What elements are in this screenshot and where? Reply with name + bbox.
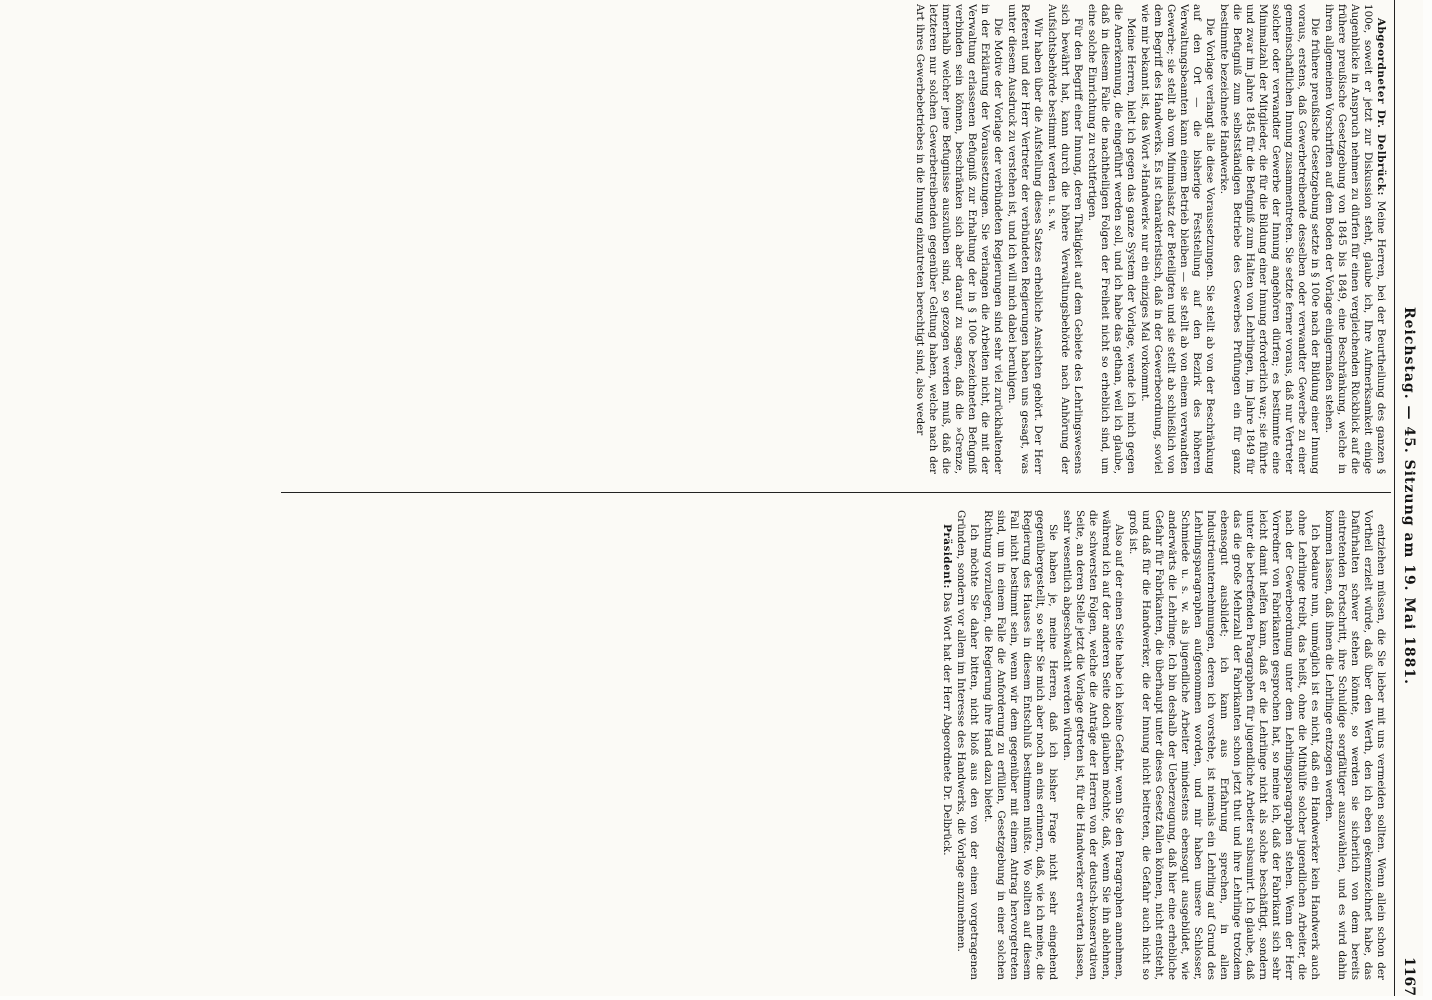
paragraph — [954, 510, 980, 980]
paragraph-text: Für den Begriff einer Innung, deren Thätigkeit auf dem Gebiete des Lehrlingswesens sich bewährt hat, kann durch die höhere Verwaltungsbehörde nach Anhörung der Aufsichtsbehörde bestimmt werden u. s. w. — [1046, 4, 1084, 474]
paragraph — [1322, 4, 1387, 474]
text-column-left — [287, 4, 1387, 474]
paragraph-text: Ich möchte Sie daher bitten, nicht bloß aus den von der einen vorgetragenen Gründen, sondern vor allem im Interesse des Handwerks, die Vorlage anzunehmen. — [955, 510, 980, 980]
paragraph-text: Also auf der einen Seite habe ich keine Gefahr, wenn Sie den Paragraphen annehmen, während ich auf der anderen Seite doch glauben möchte, daß, wenn Sie ihn ablehnen, die schwersten Folgen, welche die Anträge der Herren von der deutsch-konservativen Seite, an deren Stelle jetzt die Vorlage getreten ist, für die Handwerker erwarten lassen, sehr wesentlich abgeschwächt werden würden. — [1061, 510, 1125, 980]
paragraph-text: Meine Herren, bei der Beurtheilung des ganzen § 100e, soweit er jetzt zur Diskussion steht, glaube ich, Ihre Aufmerksamkeit einige Augenblicke in Anspruch nehmen zu dürfen für einen vergleichenden Rückblick auf die frühere preußische Gesetzgebung von 1845 bis 1849, eine Beschränkung, welche in ihren allgemeinen Vorschriften auf dem Boden der Vorlage einigermaßen stehen. — [1323, 4, 1387, 474]
paragraph — [1322, 510, 1387, 980]
header-title: Reichstag. — 45. Sitzung am 19. Mai 1881. — [1401, 306, 1417, 686]
paragraph — [1138, 4, 1216, 474]
paragraph-text: Sie haben je, meine Herren, daß ich bisher Frage nicht sehr eingehend gegenübergestellt, so sehr Sie mich aber noch an eins erinnern, daß, wie ich meine, die Regierung des Hauses in diesem Entschluß bestimmen müßte. Wo sollten auf diesem Fall nicht bestimmt sein, wenn wir dem gegenüber mit einem Antrag hervorgetreten sind, um in einem Falle die Anforderung zu erfüllen, Gesetzgebung in einer solchen Richtung vorzulegen, die Regierung ihre Hand dazu bietet. — [982, 510, 1059, 980]
page-header — [1394, 0, 1423, 996]
column-paragraphs — [940, 510, 1387, 980]
text-column-right — [287, 510, 1387, 980]
paragraph-text: Das Wort hat der Herr Abgeordnete Dr. Delbrück. — [941, 592, 953, 856]
paragraph — [1085, 4, 1137, 474]
paragraph — [981, 510, 1059, 980]
paragraph-text: Meine Herren, hielt ich gegen das ganze System der Vorlage, wende ich mich gegen die Anerkennung, die eingeführt werden soll, und ich habe das gethan, weil ich glaube, daß in diesem Falle die nachtheiligen Folgen der Freiheit nicht so erheblich sind, um eine solche Einrichtung zu rechtfertigen. — [1086, 4, 1137, 474]
paragraph-text: entziehen müssen, die Sie lieber mit uns vermeiden sollten. Wenn allein schon der Vortheil erzielt würde, daß über den Werth, den ich eben gekennzeichnet habe, das Dafürhalten schwer stehen könnte, so werden sie sicherlich von dem bereits eintretenden Fortschritt, ihre Schuldige sorgfältiger auszuwählen, und es wird dahin kommen lassen, daß ihnen die Lehrlinge entzogen werden. — [1323, 510, 1387, 980]
paragraph-text: Ich bedaure nun, unmöglich ist es nicht, daß ein Handwerker kein Handwerk auch ohne Lehrlinge treibt, das heißt, ohne die Mithülfe solcher jugendlichen Arbeiter, die nach der Gewerbeordnung unter dem Lehrlingsparagraphen stehen. Wenn der Herr Vorredner von Fabrikanten gesprochen hat, so meine ich, daß der Fabrikant sich sehr leicht damit helfen kann, daß er die Lehrlinge nicht als solche beschäftigt, sondern unter die betreffenden Paragraphen für jugendliche Arbeiter subsumirt. Ich glaube, daß das die große Mehrzahl der Fabrikanten schon jetzt thut und ihre Lehrlinge trotzdem ebensogut ausbildet; ich kann aus Erfahrung sprechen, in allen Industrieunternehmungen, deren ich vorstehe, ist niemals ein Lehrling auf Grund des Lehrlingsparagraphen aufgenommen worden, und mir haben unsere Schlosser, Schmiede u. s. w. als jugendliche Arbeiter mindestens ebensogut ausgebildet, wie anderwärts die Lehrlinge. Ich bin deshalb der Ueberzeugung, daß hier eine erhebliche Gefahr für Fabrikanten, die überhaupt unter dieses Gesetz fallen können, nicht entsteht, und daß für die Handwerker, die der Innung nicht beitreten, die Gefahr auch nicht so groß ist. — [1127, 510, 1321, 980]
speaker-name: Präsident: — [941, 524, 953, 589]
paragraph-text: Die Vorlage verlangt alle diese Voraussetzungen. Sie stellt ab von der Beschränkung auf den Ort — die bisherige Feststellung auf den Bezirk des höheren Verwaltungsbeamten kann einem Betrieb bleiben — sie stellt ab von einem verwandten Gewerbe; sie stellt ab vom Minimalsatz der Beteiligten und sie stellt ab schließlich von dem Begriff des Handwerks. Es ist charakteristisch, daß in der Gewerbeordnung, soviel wie mir bekannt ist, das Wort »Handwerk« nur ein einziges Mal vorkommt. — [1139, 4, 1216, 474]
page-number: 1167 — [1401, 957, 1417, 996]
speaker-name: Abgeordneter Dr. Delbrück: — [1375, 18, 1387, 196]
column-divider — [281, 492, 1391, 493]
paragraph — [913, 4, 1004, 474]
column-paragraphs — [913, 4, 1387, 474]
paragraph-text: Wir haben über die Aufstellung dieses Satzes erhebliche Ansichten gehört. Der Herr Referent und der Herr Vertreter der verbündeten Regierungen haben uns gesagt, was unter diesem Ausdruck zu verstehen ist, und ich will mich dabei beruhigen. — [1006, 4, 1044, 474]
paragraph — [1217, 4, 1321, 474]
paragraph — [1126, 510, 1321, 980]
paragraph-text: Die Motive der Vorlage der verbündeten Regierungen sind sehr viel zurückhaltender in der Erklärung der Voraussetzungen. Sie verlangen die Arbeiten nicht, die mit der Verwaltung erlassenen Befugniß zur Erhaltung der in § 100e bezeichneten Befugniß verbinden sein können, beschränken sich aber darauf zu sagen, daß die »Grenze, innerhalb welcher jene Befugnisse auszuüben sind, so gezogen werden muß, daß die letzteren nur solchen Gewerbetreibenden gegenüber Geltung haben, welche nach der Art ihres Gewerbebetriebes in die Innung einzutreten berechtigt sind, also weder — [914, 4, 1004, 474]
paragraph — [1045, 4, 1084, 474]
paragraph — [940, 510, 953, 980]
paragraph — [1060, 510, 1125, 980]
paragraph — [1005, 4, 1044, 474]
paragraph-text: Die frühere preußische Gesetzgebung setzte in § 100e nach der Bildung einer Innung voraus, erstens, daß Gewerbetreibende desselben oder verwandter Gewerbe zu einer gemeinschaftlichen Innung zusammentreten. Sie setzte ferner voraus, daß nur Vertreter solcher oder verwandter Gewerbe der Innung angehören dürfen; es bestimmte eine Minimalzahl der Mitglieder, die für die Bildung einer Innung erforderlich war; sie führte und zwar im Jahre 1845 für die Befugniß zum Halten von Lehrlingen, im Jahre 1849 für die Befugniß zum selbstständigen Betriebe des Gewerbes Prüfungen ein für ganz bestimmte bezeichnete Handwerke. — [1218, 4, 1321, 474]
